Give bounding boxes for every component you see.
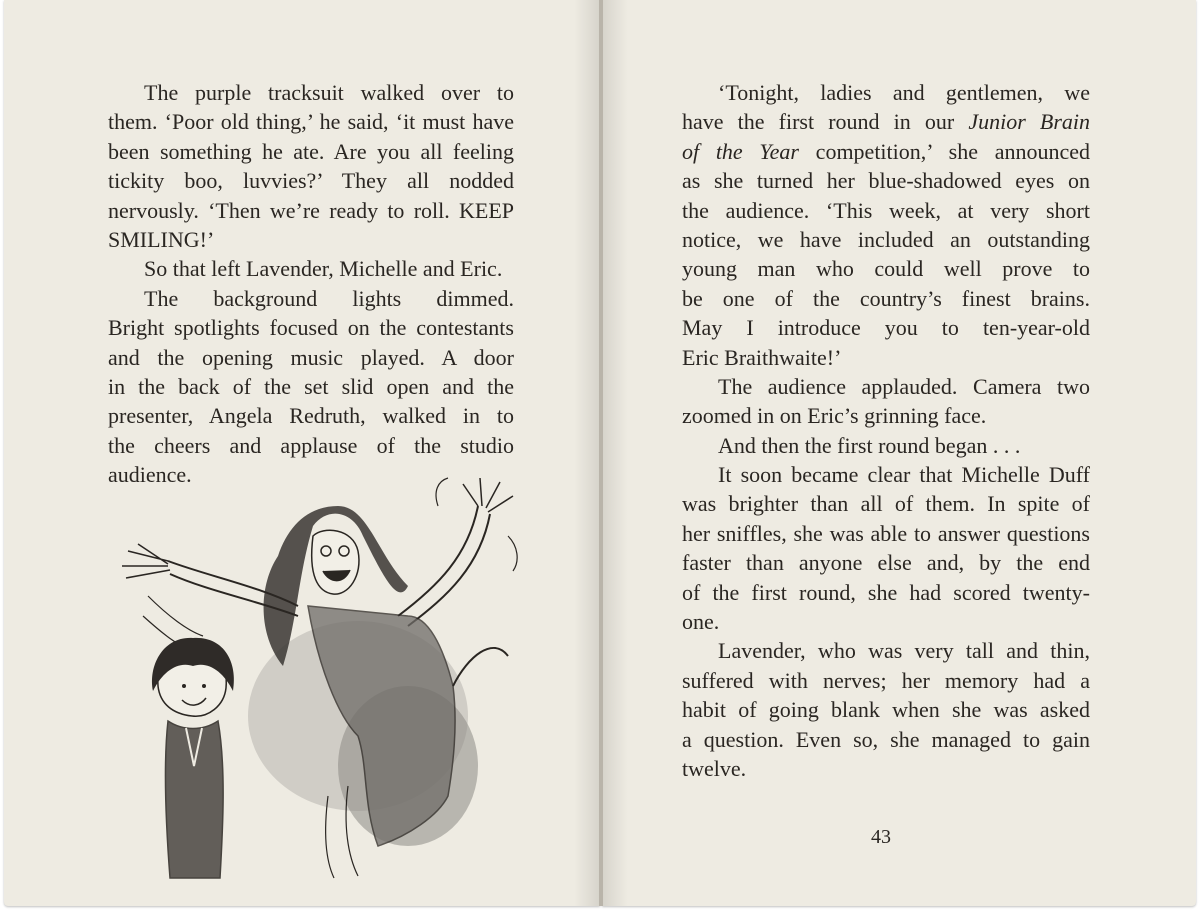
text-line: It soon became clear that Michelle Duff bbox=[718, 462, 1090, 488]
text-line: notice, we have included an outstanding bbox=[682, 226, 1090, 252]
text-line: And then the first round began . . . bbox=[718, 432, 1021, 458]
text-line: young man who could well prove to bbox=[682, 256, 1090, 282]
text-line: been something he ate. Are you all feeling bbox=[108, 138, 514, 164]
text-line: a question. Even so, she managed to gain bbox=[682, 726, 1090, 752]
text-line: nervously. ‘Then we’re ready to roll. KEEP bbox=[108, 197, 514, 223]
text-line: suffered with nerves; her memory had a bbox=[682, 667, 1090, 693]
text-line: the audience. ‘This week, at very short bbox=[682, 197, 1090, 223]
text-line: them. ‘Poor old thing,’ he said, ‘it must have bbox=[108, 109, 514, 135]
illustration-presenter-and-boy bbox=[108, 466, 528, 886]
text-line: The background lights dimmed. bbox=[144, 285, 514, 311]
title-italic: of the Year bbox=[682, 138, 799, 164]
text-line: Eric Braithwaite!’ bbox=[682, 344, 842, 370]
text-line: twelve. bbox=[682, 755, 747, 781]
text-line: the cheers and applause of the studio bbox=[108, 432, 514, 458]
text-line: The purple tracksuit walked over to bbox=[144, 80, 514, 105]
left-page-text bbox=[108, 78, 514, 489]
text-run: have the first round in our bbox=[682, 109, 969, 135]
text-line: faster than anyone else and, by the end bbox=[682, 550, 1090, 576]
text-line: in the back of the set slid open and the bbox=[108, 373, 514, 399]
text-line: May I introduce you to ten-year-old bbox=[682, 315, 1090, 341]
illustration-drawing bbox=[108, 466, 528, 886]
text-line: as she turned her blue-shadowed eyes on bbox=[682, 168, 1090, 194]
text-line: one. bbox=[682, 609, 720, 635]
text-line: ‘Tonight, ladies and gentlemen, we bbox=[718, 80, 1090, 105]
text-line: The audience applauded. Camera two bbox=[718, 373, 1090, 399]
text-line bbox=[682, 107, 1090, 136]
text-line: her sniffles, she was able to answer questions bbox=[682, 520, 1090, 546]
text-line: audience. bbox=[108, 462, 192, 488]
text-line: and the opening music played. A door bbox=[108, 344, 514, 370]
text-line: So that left Lavender, Michelle and Eric. bbox=[144, 256, 503, 282]
text-run: competition,’ she announced bbox=[798, 138, 1091, 164]
text-line: was brighter than all of them. In spite of bbox=[682, 491, 1090, 517]
right-page-text bbox=[682, 78, 1090, 783]
text-line bbox=[682, 137, 1090, 166]
text-line: tickity boo, luvvies?’ They all nodded bbox=[108, 168, 514, 194]
text-line: zoomed in on Eric’s grinning face. bbox=[682, 403, 987, 429]
text-line: be one of the country’s finest brains. bbox=[682, 285, 1090, 311]
title-italic: Junior Brain bbox=[968, 109, 1090, 135]
book-spine bbox=[599, 0, 603, 906]
text-line: Bright spotlights focused on the contestants bbox=[108, 315, 514, 341]
text-line: of the first round, she had scored twenty- bbox=[682, 579, 1090, 605]
text-line: SMILING!’ bbox=[108, 226, 215, 252]
page-number: 43 bbox=[871, 826, 891, 848]
text-line: habit of going blank when she was asked bbox=[682, 697, 1090, 723]
text-line: presenter, Angela Redruth, walked in to bbox=[108, 403, 514, 429]
text-line: Lavender, who was very tall and thin, bbox=[718, 638, 1090, 664]
